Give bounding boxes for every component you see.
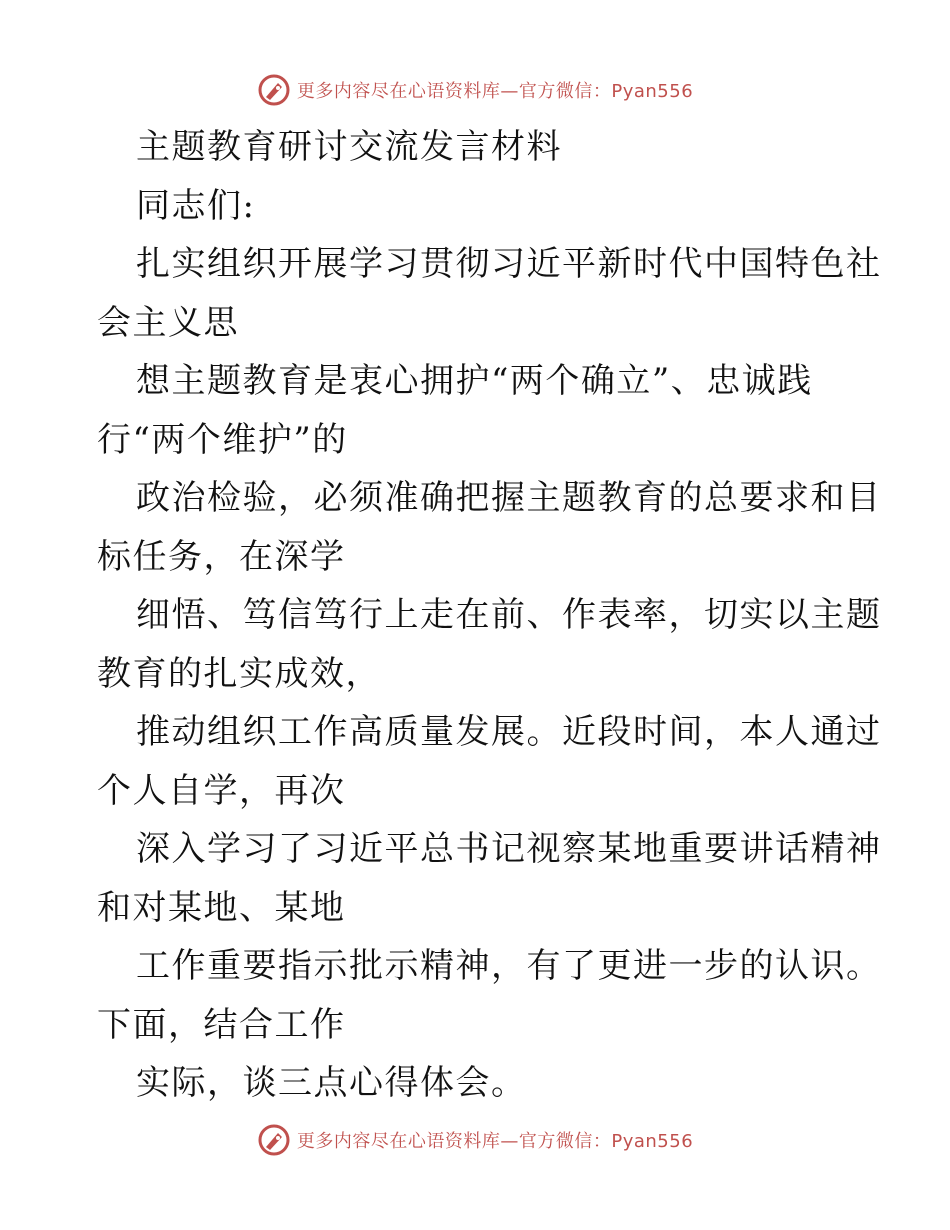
paragraph-line: 扎实组织开展学习贯彻习近平新时代中国特色社 [136,244,882,284]
paragraph-line: 个人自学，再次 [97,770,346,811]
paragraph-line: 想主题教育是衷心拥护“两个确立”、忠诚践 [136,361,813,401]
paragraph-line: 同志们: [136,185,256,226]
paragraph-line: 深入学习了习近平总书记视察某地重要讲话精神 [136,829,882,869]
header-watermark-text: 更多内容尽在心语资料库—官方微信：Pyan556 [296,81,694,102]
paragraph-line: 会主义思 [97,302,239,343]
footer-watermark-text: 更多内容尽在心语资料库—官方微信：Pyan556 [296,1131,694,1152]
paragraph-line: 实际，谈三点心得体会。 [136,1063,527,1103]
header-watermark-banner [0,70,950,110]
pen-nib-logo-icon [257,1123,291,1157]
paragraph-line: 细悟、笃信笃行上走在前、作表率，切实以主题 [136,595,882,635]
paragraph-line: 和对某地、某地 [97,887,346,928]
footer-watermark-banner [0,1120,950,1160]
paragraph-line: 推动组织工作高质量发展。近段时间，本人通过 [136,712,882,752]
paragraph-line: 工作重要指示批示精神，有了更进一步的认识。 [136,946,882,986]
document-body [97,118,882,1113]
document-title: 主题教育研讨交流发言材料 [136,127,562,167]
paragraph-line: 标任务，在深学 [97,536,346,577]
paragraph-line: 教育的扎实成效， [97,653,381,694]
paragraph-line: 政治检验，必须准确把握主题教育的总要求和目 [136,478,882,518]
paragraph-line: 行“两个维护”的 [97,419,348,460]
pen-nib-logo-icon [257,73,291,107]
paragraph-line: 下面，结合工作 [97,1004,346,1045]
